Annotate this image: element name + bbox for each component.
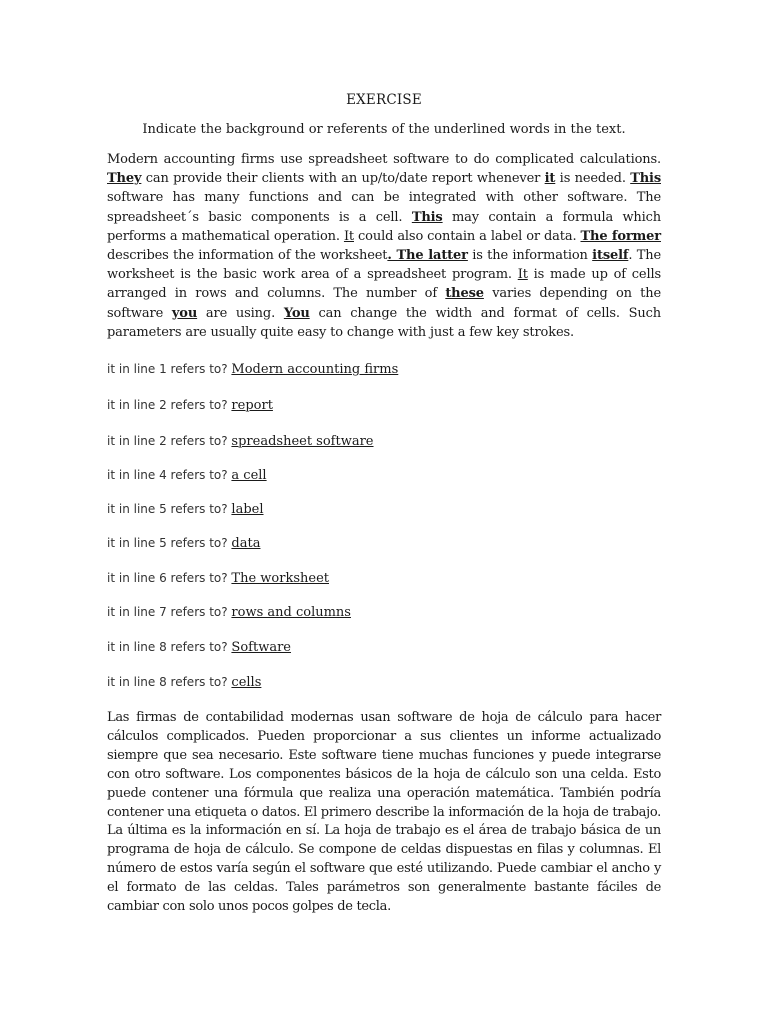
question-answer: data xyxy=(231,536,261,551)
exercise-instruction: Indicate the background or referents of the underlined words in the text. xyxy=(142,122,626,137)
question-row xyxy=(107,434,374,449)
underlined-referent: . The latter xyxy=(387,248,468,264)
question-text: it in line 4 refers to? xyxy=(107,468,232,482)
passage-text: varies depending on the software xyxy=(107,286,662,321)
question-text: it in line 5 refers to? xyxy=(107,502,232,516)
question-answer: label xyxy=(231,502,264,517)
underlined-referent: It xyxy=(343,228,354,244)
question-row xyxy=(107,536,260,551)
question-text: it in line 8 refers to? xyxy=(107,640,232,654)
question-answer: Software xyxy=(231,640,291,655)
question-text: it in line 2 refers to? xyxy=(107,434,232,448)
exercise-title: EXERCISE xyxy=(346,92,422,108)
underlined-referent: It xyxy=(517,267,528,283)
english-passage xyxy=(107,150,661,342)
underlined-referent: The former xyxy=(580,228,661,244)
question-answer: spreadsheet software xyxy=(231,434,374,449)
question-text: it in line 6 refers to? xyxy=(107,571,232,585)
question-answer: Modern accounting firms xyxy=(231,362,399,377)
passage-text: is the information xyxy=(467,248,593,264)
passage-text: is needed. xyxy=(555,171,631,187)
passage-text: . The worksheet is the basic work area of a spreadsheet program. xyxy=(107,248,661,283)
passage-text: describes the information of the worksheet xyxy=(107,248,388,264)
underlined-referent: You xyxy=(283,305,310,321)
passage-text: are using. xyxy=(197,305,284,321)
question-text: it in line 2 refers to? xyxy=(107,398,232,412)
passage-text: can provide their clients with an up/to/date report whenever xyxy=(141,171,545,187)
question-answer: The worksheet xyxy=(231,571,329,586)
question-row xyxy=(107,571,329,586)
underlined-referent: This xyxy=(411,209,443,225)
underlined-referent: it xyxy=(544,171,556,187)
question-row xyxy=(107,502,264,517)
question-text: it in line 1 refers to? xyxy=(107,362,232,376)
underlined-referent: itself xyxy=(592,248,629,264)
question-answer: report xyxy=(231,398,273,413)
passage-text: Modern accounting firms use spreadsheet software to do complicated calculations. xyxy=(107,152,661,167)
question-row xyxy=(107,398,273,413)
question-row xyxy=(107,468,267,483)
passage-text: can change the width and format of cells. Such parameters are usually quite easy to change with just a few key strokes. xyxy=(107,305,661,340)
question-row xyxy=(107,362,398,377)
passage-text: may contain a formula which performs a mathematical operation. xyxy=(107,209,662,244)
underlined-referent: This xyxy=(630,171,661,187)
question-answer: a cell xyxy=(231,468,267,483)
question-answer: cells xyxy=(231,675,262,690)
underlined-referent: They xyxy=(107,171,142,187)
question-row xyxy=(107,675,261,690)
underlined-referent: you xyxy=(171,305,198,321)
passage-text: is made up of cells arranged in rows and columns. The number of xyxy=(107,267,661,302)
question-row xyxy=(107,640,291,655)
question-text: it in line 7 refers to? xyxy=(107,605,232,619)
question-text: it in line 8 refers to? xyxy=(107,675,232,689)
passage-text: could also contain a label or data. xyxy=(354,228,581,244)
spanish-translation: Las firmas de contabilidad modernas usan software de hoja de cálculo para hacer cálculos complicados. Pueden proporcionar a sus clientes un informe actualizado siempre que sea necesario. Este software tiene muchas funciones y puede integrarse con otro software. Los componentes básicos de la hoja de cálculo son una celda. Esto puede contener una fórmula que realiza una operación matemática. También podría contener una etiqueta o datos. El primero describe la información de la hoja de trabajo. La última es la información en sí. La hoja de trabajo es el área de trabajo básica de un programa de hoja de cálculo. Se compone de celdas dispuestas en filas y columnas. El número de estos varía según el software que esté utilizando. Puede cambiar el ancho y el formato de las celdas. Tales parámetros son generalmente bastante fáciles de cambiar con solo unos pocos golpes de tecla. xyxy=(107,710,661,915)
underlined-referent: these xyxy=(445,286,484,302)
passage-text: software has many functions and can be integrated with other software. The spreadsheet´s basic components is a cell. xyxy=(107,190,661,225)
question-row xyxy=(107,605,351,620)
question-text: it in line 5 refers to? xyxy=(107,536,232,550)
question-answer: rows and columns xyxy=(231,605,351,620)
